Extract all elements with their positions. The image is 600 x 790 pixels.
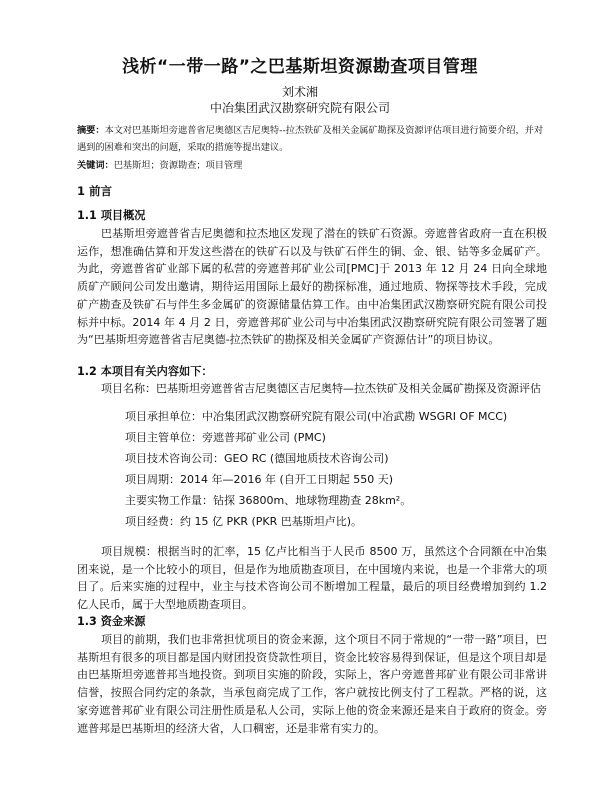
project-info-workload: 主要实物工作量：钻探 36800m、地球物理勘查 28km²。	[125, 494, 412, 507]
author-name: 刘术湘	[281, 85, 318, 99]
project-info-consultant: 项目技术咨询公司：GEO RC (德国地质技术咨询公司)	[125, 452, 389, 465]
project-info-list	[125, 406, 545, 532]
page-title: 浅析“一带一路”之巴基斯坦资源勘查项目管理	[122, 57, 478, 77]
section-1-heading: 1 前言	[77, 184, 113, 198]
keywords-text: 巴基斯坦；资源勘查；项目管理	[113, 160, 243, 171]
abstract	[77, 122, 547, 156]
section-1-1-heading: 1.1 项目概况	[77, 209, 146, 222]
keywords	[77, 158, 547, 173]
abstract-text: 本文对巴基斯坦旁遮普省尼奥德区吉尼奥特--拉杰铁矿及相关金属矿勘探及资源评估项目进行简要介绍，并对遇到的困难和突出的问题，采取的措施等提出建议。	[77, 125, 544, 153]
project-info-supervisor: 项目主管单位：旁遮普邦矿业公司 (PMC)	[125, 431, 326, 444]
section-1-3-paragraph: 项目的前期，我们也非常担忧项目的资金来源，这个项目不同于常规的“一带一路”项目，巴基斯坦有很多的项目都是国内财团投资贷款性项目，资金比较容易得到保证，但是这个项目却是由巴基斯坦旁遮普邦当地投资。到项目实施的阶段，实际上，客户旁遮普邦矿业有限公司非常讲信誉，按照合同约定的条款，当承包商完成了工作，客户就按比例支付了工程款。严格的说，这家旁遮普邦矿业有限公司注册性质是私人公司，实际上他的资金来源还是来自于政府的资金。旁遮普邦是巴基斯坦的经济大省，人口稠密，还是非常有实力的。	[77, 633, 547, 735]
author-affiliation: 中冶集团武汉勘察研究院有限公司	[209, 101, 390, 115]
project-name-line: 项目名称：巴基斯坦旁遮普省吉尼奥德区吉尼奥特—拉杰铁矿及相关金属矿勘探及资源评估	[101, 382, 541, 395]
project-scale-paragraph: 项目规模：根据当时的汇率，15 亿卢比相当于人民币 8500 万，虽然这个合同额在中冶集团来说，是一个比较小的项目，但是作为地质勘查项目，在中国境内来说，也是一个非常大的项目了。后来实施的过程中，业主与技术咨询公司不断增加工程量，最后的项目经费增加到约 1.2 亿人民币，属于大型地质勘查项目。	[77, 545, 547, 612]
keywords-label: 关键词：	[77, 160, 114, 171]
section-1-1-paragraph: 巴基斯坦旁遮普省吉尼奥德和拉杰地区发现了潜在的铁矿石资源。旁遮普省政府一直在积极运作，想准确估算和开发这些潜在的铁矿石以及与铁矿石伴生的铜、金、银、钴等多金属矿产。为此，旁遮普省矿业部下属的私营的旁遮普邦矿业公司[PMC]于 2013 年 12 月 24 日向全球地质矿产顾问公司发出邀请，期待运用国际上最好的勘探标准，通过地质、物探等技术手段，完成矿产勘查及铁矿石与伴生多金属矿的资源储量估算工作。由中冶集团武汉勘察研究院有限公司投标并中标。2014 年 4 月 2 日，旁遮普邦矿业公司与中冶集团武汉勘察研究院有限公司签署了题为“巴基斯坦旁遮普省吉尼奥德-拉杰铁矿的勘探及相关金属矿产资源估计”的项目协议。	[77, 227, 547, 347]
abstract-label: 摘要：	[77, 125, 105, 136]
section-1-3-heading: 1.3 资金来源	[77, 615, 146, 628]
project-info-budget: 项目经费：约 15 亿 PKR (PKR 巴基斯坦卢比)。	[125, 515, 363, 528]
section-1-2-heading: 1.2 本项目有关内容如下：	[77, 365, 213, 378]
project-info-period: 项目周期：2014 年—2016 年 (自开工日期起 550 天)	[125, 473, 394, 486]
project-info-undertaker: 项目承担单位：中冶集团武汉勘察研究院有限公司(中冶武勘 WSGRI OF MCC)	[125, 410, 508, 423]
